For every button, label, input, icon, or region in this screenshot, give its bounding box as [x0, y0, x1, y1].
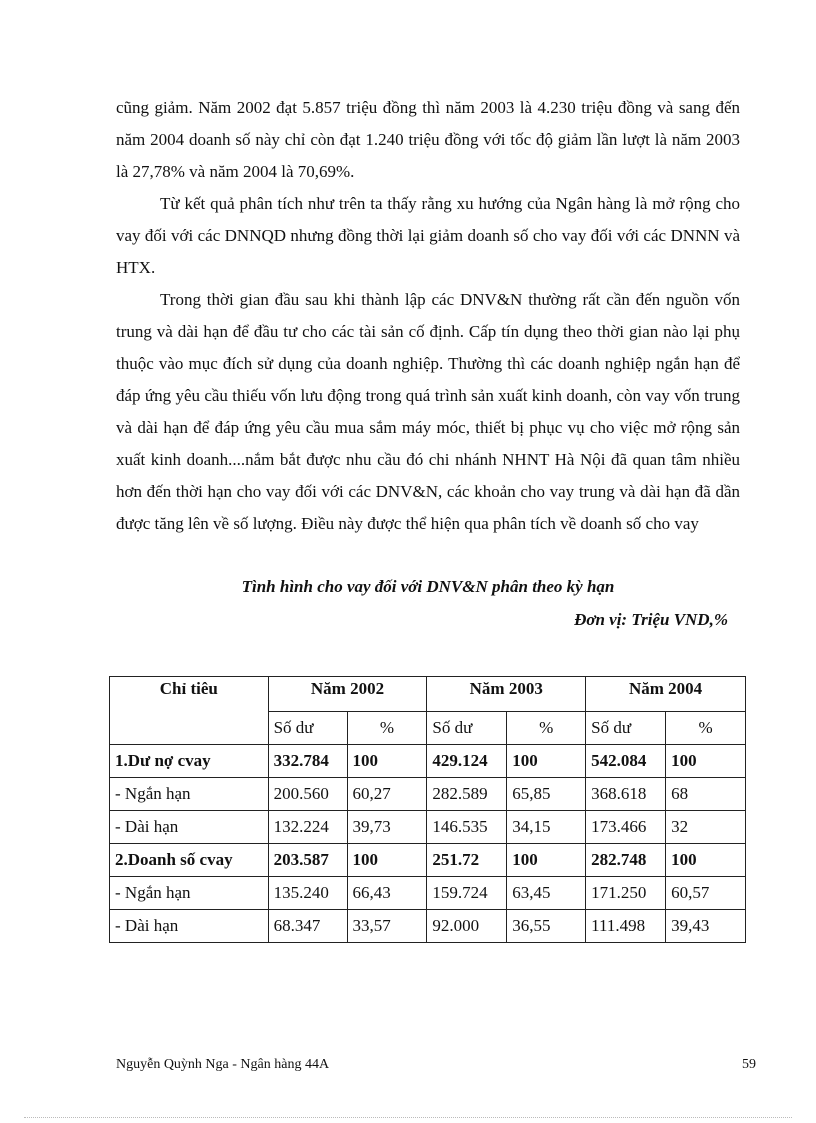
- unit-label: Đơn vị: Triệu VND,%: [574, 610, 728, 629]
- table-cell: 100: [507, 844, 586, 877]
- row-label: 1.Dư nợ cvay: [110, 745, 269, 778]
- subheader-balance: Số dư: [586, 712, 666, 745]
- table-cell: 171.250: [586, 877, 666, 910]
- table-row: [110, 778, 746, 811]
- header-year: Năm 2002: [268, 677, 427, 712]
- subheader-percent: %: [507, 712, 586, 745]
- table-row: [110, 910, 746, 943]
- table-cell: 542.084: [586, 745, 666, 778]
- header-year: Năm 2004: [586, 677, 746, 712]
- table-row: [110, 811, 746, 844]
- table-cell: 368.618: [586, 778, 666, 811]
- paragraph-3: Trong thời gian đầu sau khi thành lập các DNV&N thường rất cần đến nguồn vốn trung và dài hạn để đầu tư cho các tài sản cố định. Cấp tín dụng theo thời gian nào lại phụ thuộc vào mục đích sử dụng của doanh nghiệp. Thường thì các doanh nghiệp ngắn hạn để đáp ứng yêu cầu thiếu vốn lưu động trong quá trình sản xuất kinh doanh, còn vay vốn trung và dài hạn để đáp ứng yêu cầu mua sắm máy móc, thiết bị phục vụ cho việc mở rộng sản xuất kinh doanh....nắm bắt được nhu cầu đó chi nhánh NHNT Hà Nội đã quan tâm nhiều hơn đến thời hạn cho vay đối với các DNV&N, các khoản cho vay trung và dài hạn đã dần được tăng lên về số lượng. Điều này được thể hiện qua phân tích về doanh số cho vay: [116, 290, 740, 533]
- table-cell: 282.748: [586, 844, 666, 877]
- table-cell: 32: [666, 811, 746, 844]
- table-row: [110, 844, 746, 877]
- table-cell: 65,85: [507, 778, 586, 811]
- table-cell: 100: [347, 844, 427, 877]
- table-cell: 251.72: [427, 844, 507, 877]
- table-cell: 68: [666, 778, 746, 811]
- table-cell: 111.498: [586, 910, 666, 943]
- subheader-balance: Số dư: [427, 712, 507, 745]
- table-cell: 100: [666, 844, 746, 877]
- table-caption: Tình hình cho vay đối với DNV&N phân theo kỳ hạn: [241, 577, 615, 596]
- paragraph-1: cũng giảm. Năm 2002 đạt 5.857 triệu đồng thì năm 2003 là 4.230 triệu đồng và sang đến năm 2004 doanh số này chỉ còn đạt 1.240 triệu đồng với tốc độ giảm lần lượt là năm 2003 là 27,78% và năm 2004 là 70,69%.: [116, 98, 740, 181]
- table-cell: 135.240: [268, 877, 347, 910]
- table-cell: 173.466: [586, 811, 666, 844]
- table-cell: 200.560: [268, 778, 347, 811]
- row-label: - Dài hạn: [110, 811, 269, 844]
- table-cell: 36,55: [507, 910, 586, 943]
- table-cell: 429.124: [427, 745, 507, 778]
- table-cell: 66,43: [347, 877, 427, 910]
- table-header-row: [110, 677, 746, 712]
- paragraph-2: Từ kết quả phân tích như trên ta thấy rằng xu hướng của Ngân hàng là mở rộng cho vay đối với các DNNQD nhưng đồng thời lại giảm doanh số cho vay đối với các DNNN và HTX.: [116, 194, 740, 277]
- table-cell: 159.724: [427, 877, 507, 910]
- table-cell: 60,27: [347, 778, 427, 811]
- header-year: Năm 2003: [427, 677, 586, 712]
- row-label: 2.Doanh số cvay: [110, 844, 269, 877]
- subheader-percent: %: [666, 712, 746, 745]
- page-footer: [116, 1057, 756, 1073]
- table-row: [110, 877, 746, 910]
- table-row: [110, 745, 746, 778]
- table-cell: 34,15: [507, 811, 586, 844]
- table-cell: 39,43: [666, 910, 746, 943]
- table-cell: 33,57: [347, 910, 427, 943]
- table-cell: 100: [347, 745, 427, 778]
- loan-term-table: [109, 676, 746, 943]
- table-cell: 203.587: [268, 844, 347, 877]
- table-cell: 63,45: [507, 877, 586, 910]
- table-cell: 146.535: [427, 811, 507, 844]
- row-label: - Ngắn hạn: [110, 877, 269, 910]
- table-cell: 100: [507, 745, 586, 778]
- table-cell: 60,57: [666, 877, 746, 910]
- row-label: - Dài hạn: [110, 910, 269, 943]
- table-cell: 39,73: [347, 811, 427, 844]
- table-cell: 282.589: [427, 778, 507, 811]
- row-label: - Ngắn hạn: [110, 778, 269, 811]
- page-bottom-divider: [24, 1117, 792, 1118]
- page-number: 59: [742, 1057, 756, 1072]
- subheader-balance: Số dư: [268, 712, 347, 745]
- table-cell: 100: [666, 745, 746, 778]
- table-cell: 68.347: [268, 910, 347, 943]
- table-cell: 92.000: [427, 910, 507, 943]
- table-cell: 132.224: [268, 811, 347, 844]
- header-indicator: Chỉ tiêu: [110, 677, 269, 745]
- subheader-percent: %: [347, 712, 427, 745]
- table-cell: 332.784: [268, 745, 347, 778]
- footer-author: Nguyễn Quỳnh Nga - Ngân hàng 44A: [116, 1057, 330, 1072]
